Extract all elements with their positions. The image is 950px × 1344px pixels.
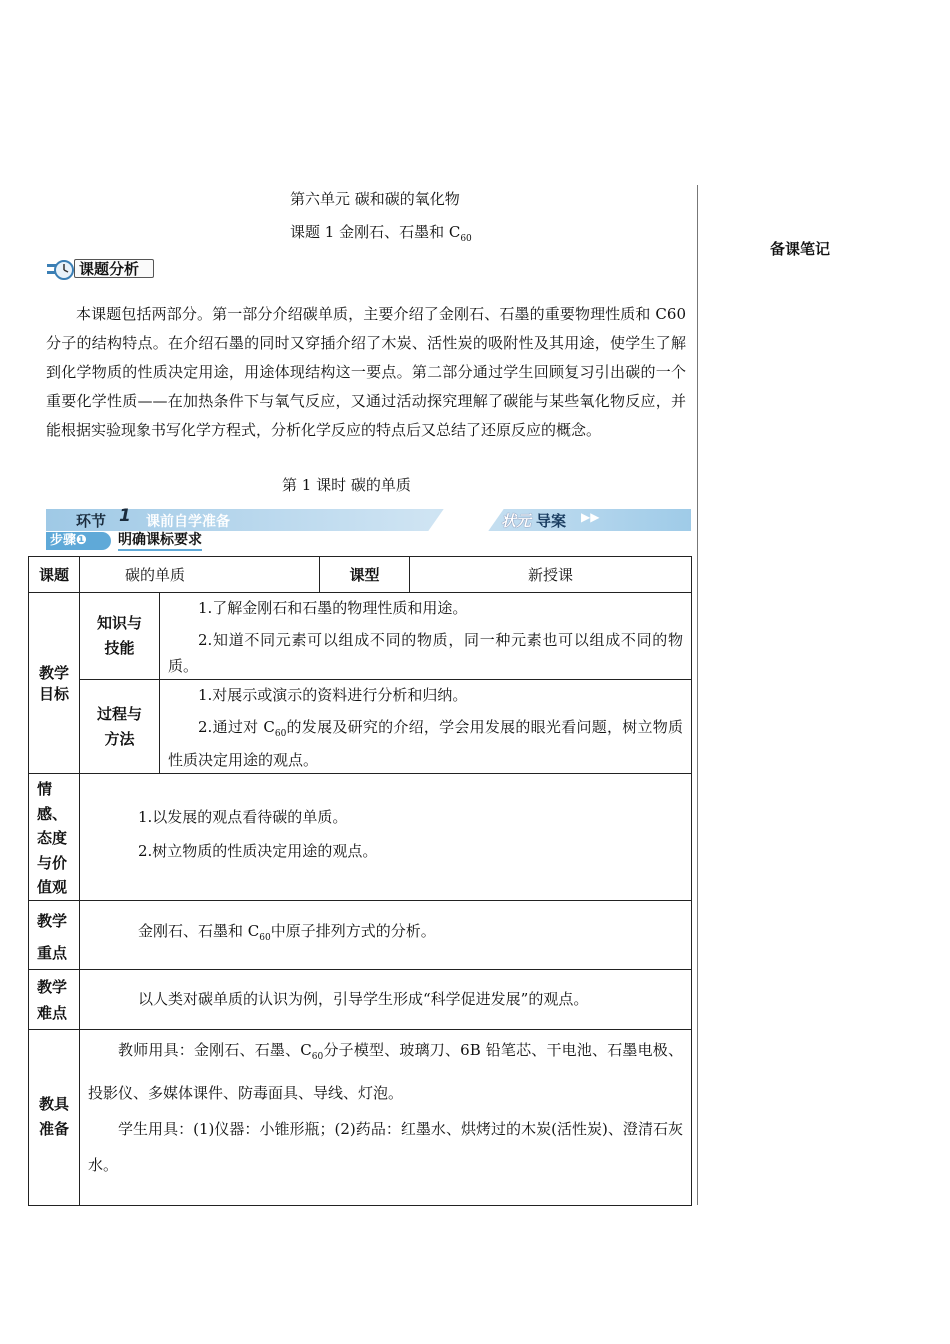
lesson-title: 第 1 课时 碳的单质 — [282, 476, 411, 494]
key-header: 教学重点 — [29, 900, 80, 969]
knowledge-header: 知识与技能 — [80, 593, 160, 680]
banner-guide-a: 状元 — [501, 512, 532, 530]
table-row — [29, 900, 692, 969]
table-row — [29, 774, 692, 901]
process-item: 1.对展示或演示的资料进行分析和归纳。 — [198, 686, 468, 704]
emotion-header: 情感、态度与价值观 — [29, 774, 80, 901]
emotion-item: 1.以发展的观点看待碳的单质。 — [138, 808, 348, 826]
unit-title: 第六单元 碳和碳的氧化物 — [290, 190, 460, 208]
key-cell — [80, 900, 692, 969]
emotion-item: 2.树立物质的性质决定用途的观点。 — [138, 842, 378, 860]
process-item: 2.通过对 $C_{60}$的发展及研究的介绍，学会用发展的眼光看问题，树立物质性质决定用途的观点。 — [168, 718, 683, 769]
type-header: 课型 — [320, 557, 410, 593]
banner-guide-b: 导案 — [536, 512, 567, 530]
type-value: 新授课 — [410, 557, 692, 593]
tools-cell — [80, 1029, 692, 1205]
double-arrow-icon: ▶▶ — [581, 510, 600, 524]
topic-title: 课题 1 金刚石、石墨和 $C_{60}$ — [290, 223, 472, 244]
margin-divider — [697, 185, 698, 1205]
notes-label: 备课笔记 — [770, 240, 831, 258]
analysis-text: 本课题包括两部分。第一部分介绍碳单质，主要介绍了金刚石、石墨的重要物理性质和 C60 分子的结构特点。在介绍石墨的同时又穿插介绍了木炭、活性炭的吸附性及其用途，使学生了解到化学物质的性质决定用途，用途体现结构这一要点。第二部分通过学生回顾复习引出碳的一个重要化学性质——在加热条件下与氧气反应，又通过活动探究理解了碳能与某些氧化物反应，并能根据实验现象书写化学方程式，分析化学反应的特点后又总结了还原反应的概念。 — [46, 305, 686, 439]
process-header: 过程与方法 — [80, 680, 160, 774]
goals-header: 教学目标 — [29, 593, 80, 774]
step-label: 步骤❶ — [46, 532, 111, 550]
process-cell — [160, 680, 692, 774]
topic-header: 课题 — [29, 557, 80, 593]
step-text: 明确课标要求 — [118, 532, 202, 551]
table-row — [29, 680, 692, 774]
analysis-badge-label: 课题分析 — [74, 259, 154, 278]
emotion-cell — [80, 774, 692, 901]
knowledge-item: 2.知道不同元素可以组成不同的物质，同一种元素也可以组成不同的物质。 — [168, 631, 683, 675]
key-text: 金刚石、石墨和 $C_{60}$中原子排列方式的分析。 — [138, 922, 436, 943]
knowledge-cell — [160, 593, 692, 680]
table-row — [29, 593, 692, 680]
difficulty-cell — [80, 969, 692, 1029]
difficulty-text: 以人类对碳单质的认识为例，引导学生形成“科学促进发展”的观点。 — [138, 990, 589, 1008]
teacher-tools: 教师用具：金刚石、石墨、$C_{60}$分子模型、玻璃刀、6B 铅笔芯、干电池、石墨电极、投影仪、多媒体课件、防毒面具、导线、灯泡。 — [88, 1040, 684, 1102]
banner-env: 环节 — [76, 512, 107, 530]
table-row — [29, 557, 692, 593]
clock-icon — [46, 256, 76, 282]
banner-prep: 课前自学准备 — [146, 514, 230, 530]
difficulty-header: 教学难点 — [29, 969, 80, 1029]
section-banner — [46, 506, 691, 531]
banner-number: 1 — [119, 506, 131, 526]
knowledge-item: 1.了解金刚石和石墨的物理性质和用途。 — [198, 599, 468, 617]
table-row — [29, 1029, 692, 1205]
student-tools: 学生用具：(1)仪器：小锥形瓶；(2)药品：红墨水、烘烤过的木炭(活性炭)、澄清石灰水。 — [88, 1119, 683, 1174]
lesson-plan-table — [28, 556, 692, 1206]
analysis-badge — [46, 256, 156, 282]
topic-value: 碳的单质 — [80, 557, 320, 593]
tools-header: 教具准备 — [29, 1029, 80, 1205]
table-row — [29, 969, 692, 1029]
